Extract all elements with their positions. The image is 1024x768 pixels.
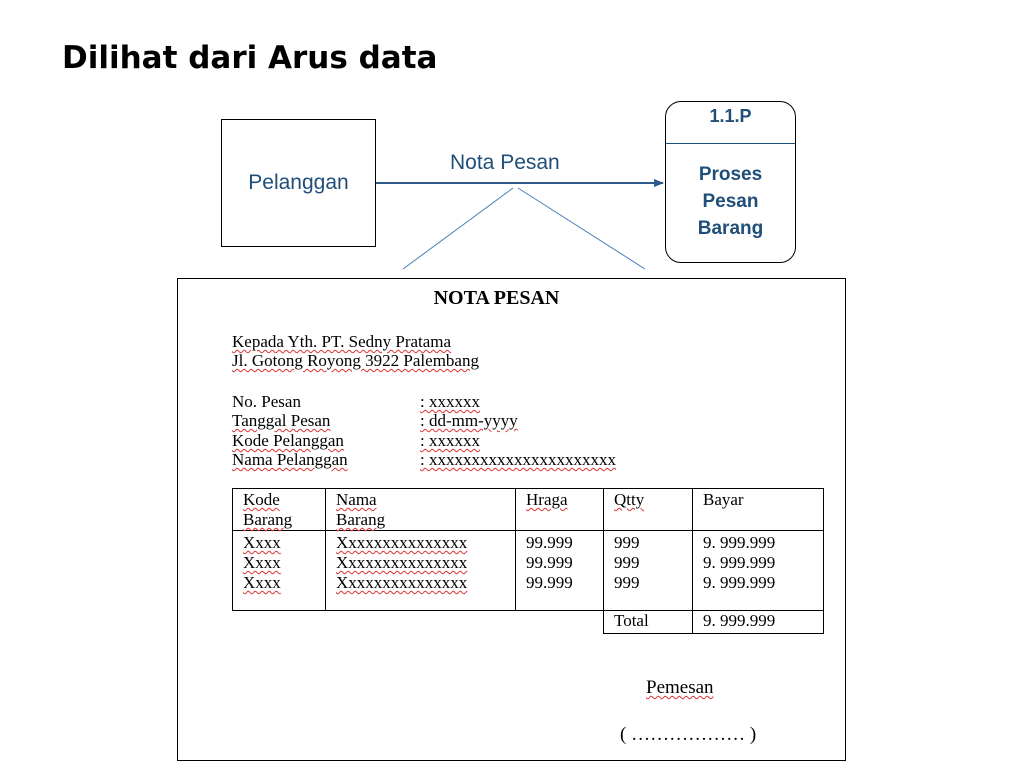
row-value: 9. 999.999	[703, 533, 776, 552]
header-line: Hraga	[526, 490, 568, 509]
process-name-line: Proses	[698, 164, 763, 185]
external-entity-label: Pelanggan	[248, 171, 349, 194]
table-cell-nama	[326, 531, 516, 611]
table-cell-harga	[516, 531, 604, 611]
table-header	[233, 489, 326, 531]
table-cell-bayar	[693, 531, 824, 611]
address-line: Jl. Gotong Royong 3922 Palembang	[232, 351, 479, 370]
process-name	[666, 144, 795, 242]
field-nama-pelanggan	[232, 450, 732, 470]
header-line: Barang	[336, 510, 386, 529]
table-header	[326, 489, 516, 531]
row-value: 99.999	[526, 553, 573, 572]
field-label: Tanggal Pesan	[232, 411, 331, 430]
field-label: Nama Pelanggan	[232, 450, 348, 469]
field-value: : xxxxxx	[420, 431, 480, 450]
field-kode-pelanggan	[232, 431, 732, 451]
row-value: Xxxx	[243, 553, 281, 572]
callout-line-left	[403, 188, 513, 269]
callout-line-right	[518, 188, 645, 269]
table-blank-cell	[233, 611, 326, 634]
field-tanggal-pesan	[232, 411, 732, 431]
order-table	[232, 488, 824, 634]
field-value: : xxxxxx	[420, 392, 480, 411]
process-box	[665, 101, 796, 263]
table-cell-qtty	[604, 531, 693, 611]
row-value: 99.999	[526, 573, 573, 592]
table-body-row	[233, 531, 824, 611]
row-value: 999	[614, 533, 640, 552]
address-line: Kepada Yth. PT. Sedny Pratama	[232, 332, 452, 351]
external-entity-box	[221, 119, 376, 247]
signer-label: Pemesan	[646, 677, 714, 698]
table-header-row	[233, 489, 824, 531]
header-line: Nama	[336, 490, 377, 509]
row-value: 999	[614, 573, 640, 592]
total-label: Total	[604, 611, 693, 634]
table-total-row	[233, 611, 824, 634]
row-value: Xxxx	[243, 573, 281, 592]
header-line: Bayar	[703, 490, 744, 509]
row-value: Xxxxxxxxxxxxxxx	[336, 573, 468, 592]
table-cell-kode	[233, 531, 326, 611]
document-title: NOTA PESAN	[433, 287, 560, 309]
row-value: Xxxxxxxxxxxxxxx	[336, 533, 468, 552]
table-header	[604, 489, 693, 531]
table-header	[516, 489, 604, 531]
header-line: Qtty	[614, 490, 645, 509]
slide-title: Dilihat dari Arus data	[62, 40, 438, 76]
row-value: 999	[614, 553, 640, 572]
field-label: No. Pesan	[232, 392, 301, 411]
header-line: Barang	[243, 510, 293, 529]
row-value: 99.999	[526, 533, 573, 552]
row-value: Xxxx	[243, 533, 281, 552]
row-value: Xxxxxxxxxxxxxxx	[336, 553, 468, 572]
process-name-line: Barang	[697, 218, 764, 239]
signature-placeholder: ( ……………… )	[620, 724, 757, 745]
row-value: 9. 999.999	[703, 553, 776, 572]
field-label: Kode Pelanggan	[232, 431, 344, 450]
table-header	[693, 489, 824, 531]
total-value: 9. 999.999	[693, 611, 824, 634]
field-value: : xxxxxxxxxxxxxxxxxxxxxx	[420, 450, 616, 469]
data-flow-label: Nota Pesan	[450, 151, 560, 174]
table-blank-cell	[516, 611, 604, 634]
row-value: 9. 999.999	[703, 573, 776, 592]
process-name-line: Pesan	[702, 191, 759, 212]
header-line: Kode	[243, 490, 280, 509]
field-value: : dd-mm-yyyy	[420, 411, 518, 430]
table-blank-cell	[326, 611, 516, 634]
process-id: 1.1.P	[666, 102, 795, 144]
nota-pesan-document	[177, 278, 846, 761]
field-no-pesan	[232, 392, 732, 412]
